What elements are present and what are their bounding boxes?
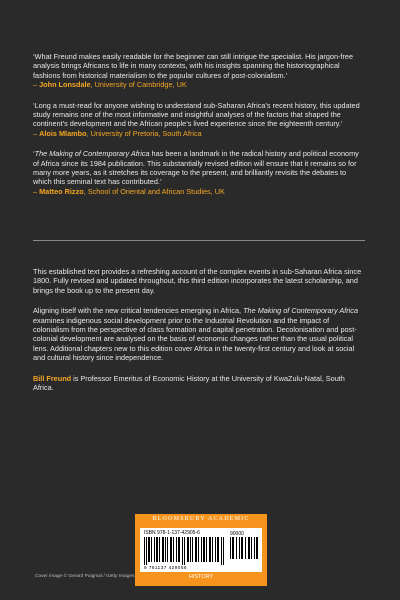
endorsement-text: ‘Long a must-read for anyone wishing to understand sub-Saharan Africa’s recent history, this updated study remains one of the most informative and insightful analyses of the factors that shaped the continent’s development and the African people’s lived experience since the eighteenth century.’	[33, 100, 360, 129]
addon-bars	[230, 537, 258, 559]
barcode-panel	[135, 514, 267, 586]
publisher-logo: BLOOMSBURY ACADEMIC	[152, 516, 250, 522]
open-quote: ‘	[33, 149, 35, 159]
subject-category: HISTORY	[188, 574, 214, 580]
barcode	[140, 528, 262, 572]
endorser-name: Matteo Rizzo	[39, 186, 84, 196]
endorser-institution: , School of Oriental and African Studies, UK	[83, 186, 225, 196]
endorsement-1: ‘What Freund makes easily readable for the beginner can still intrigue the specialist. His jargon-free analysis brings Africans to life in many contexts, with his insights spanning the historiographical fashions from historical materialism to the popular cultures of post-colonialism.’ – John Lonsdale, University of Cambridge, UK	[33, 52, 354, 90]
cover-image-credit: Cover image © Gerard Puigmal / Getty Images	[35, 574, 135, 579]
endorser-name: John Lonsdale	[39, 80, 91, 90]
endorser-institution: , University of Cambridge, UK	[90, 80, 187, 90]
endorsement-3: ‘The Making of Contemporary Africa has been a landmark in the radical history and political economy of Africa since its 1984 publication. This substantially revised edition will ensure that it remains so for many more years, as it stretches its coverage to the present, and brilliantly revisits the debates to which this seminal text has contributed.’ – Matteo Rizzo, School of Oriental and African Studies, UK	[33, 149, 359, 196]
blurb-paragraph-2: Aligning itself with the new critical tendencies emerging in Africa, The Making of Contemporary Africa examines indigenous social development prior to the Industrial Revolution and the impact of colonialism from the perspective of class formation and capital penetration. Decolonisation and post-colonial development are analysed on the basis of economic changes rather than the usual political lens. Additional chapters new to this edition cover Africa in the twenty-first century and look at social and cultural history since independence.	[33, 306, 358, 363]
author-name: Bill Freund	[33, 373, 72, 383]
endorser-institution: , University of Pretoria, South Africa	[86, 128, 202, 138]
endorsements	[33, 52, 365, 207]
endorsement-text: has been a landmark in the radical history and political economy of Africa since its 1984 publication. This substantially revised edition will ensure that it remains so for many more years, as it stretches its coverage to the present, and brilliantly revisits the debates to which this seminal text has contributed.’	[33, 149, 359, 187]
price-code: 90000	[230, 531, 244, 537]
ean-digits: 9 781137 429056	[144, 565, 187, 570]
author-bio: Bill Freund is Professor Emeritus of Economic History at the University of KwaZulu-Natal, South Africa.	[33, 373, 345, 393]
endorsement-text: ‘What Freund makes easily readable for the beginner can still intrigue the specialist. His jargon-free analysis brings Africans to life in many contexts, with his insights spanning the historiographical fashions from historical materialism to the popular cultures of post-colonialism.’	[33, 52, 354, 80]
blurb	[33, 267, 365, 403]
isbn-label: ISBN 978-1-137-42905-6	[144, 530, 200, 536]
book-title: The Making of Contemporary Africa	[243, 306, 358, 316]
book-title: The Making of Contemporary Africa	[34, 149, 150, 159]
blurb-paragraph-1: This established text provides a refreshing account of the complex events in sub-Saharan Africa since 1800. Fully revised and updated throughout, this third edition incorporates the latest scholarship, and brings the book up to the present day.	[33, 267, 362, 295]
endorsement-2: ‘Long a must-read for anyone wishing to understand sub-Saharan Africa’s recent history, this updated study remains one of the most informative and insightful analyses of the factors that shaped the continent’s development and the African people’s lived experience since the eighteenth century.’ – Alois Mlambo, University of Pretoria, South Africa	[33, 100, 360, 138]
barcode-bars	[144, 537, 226, 565]
divider	[33, 240, 365, 241]
endorser-name: Alois Mlambo	[39, 128, 87, 138]
